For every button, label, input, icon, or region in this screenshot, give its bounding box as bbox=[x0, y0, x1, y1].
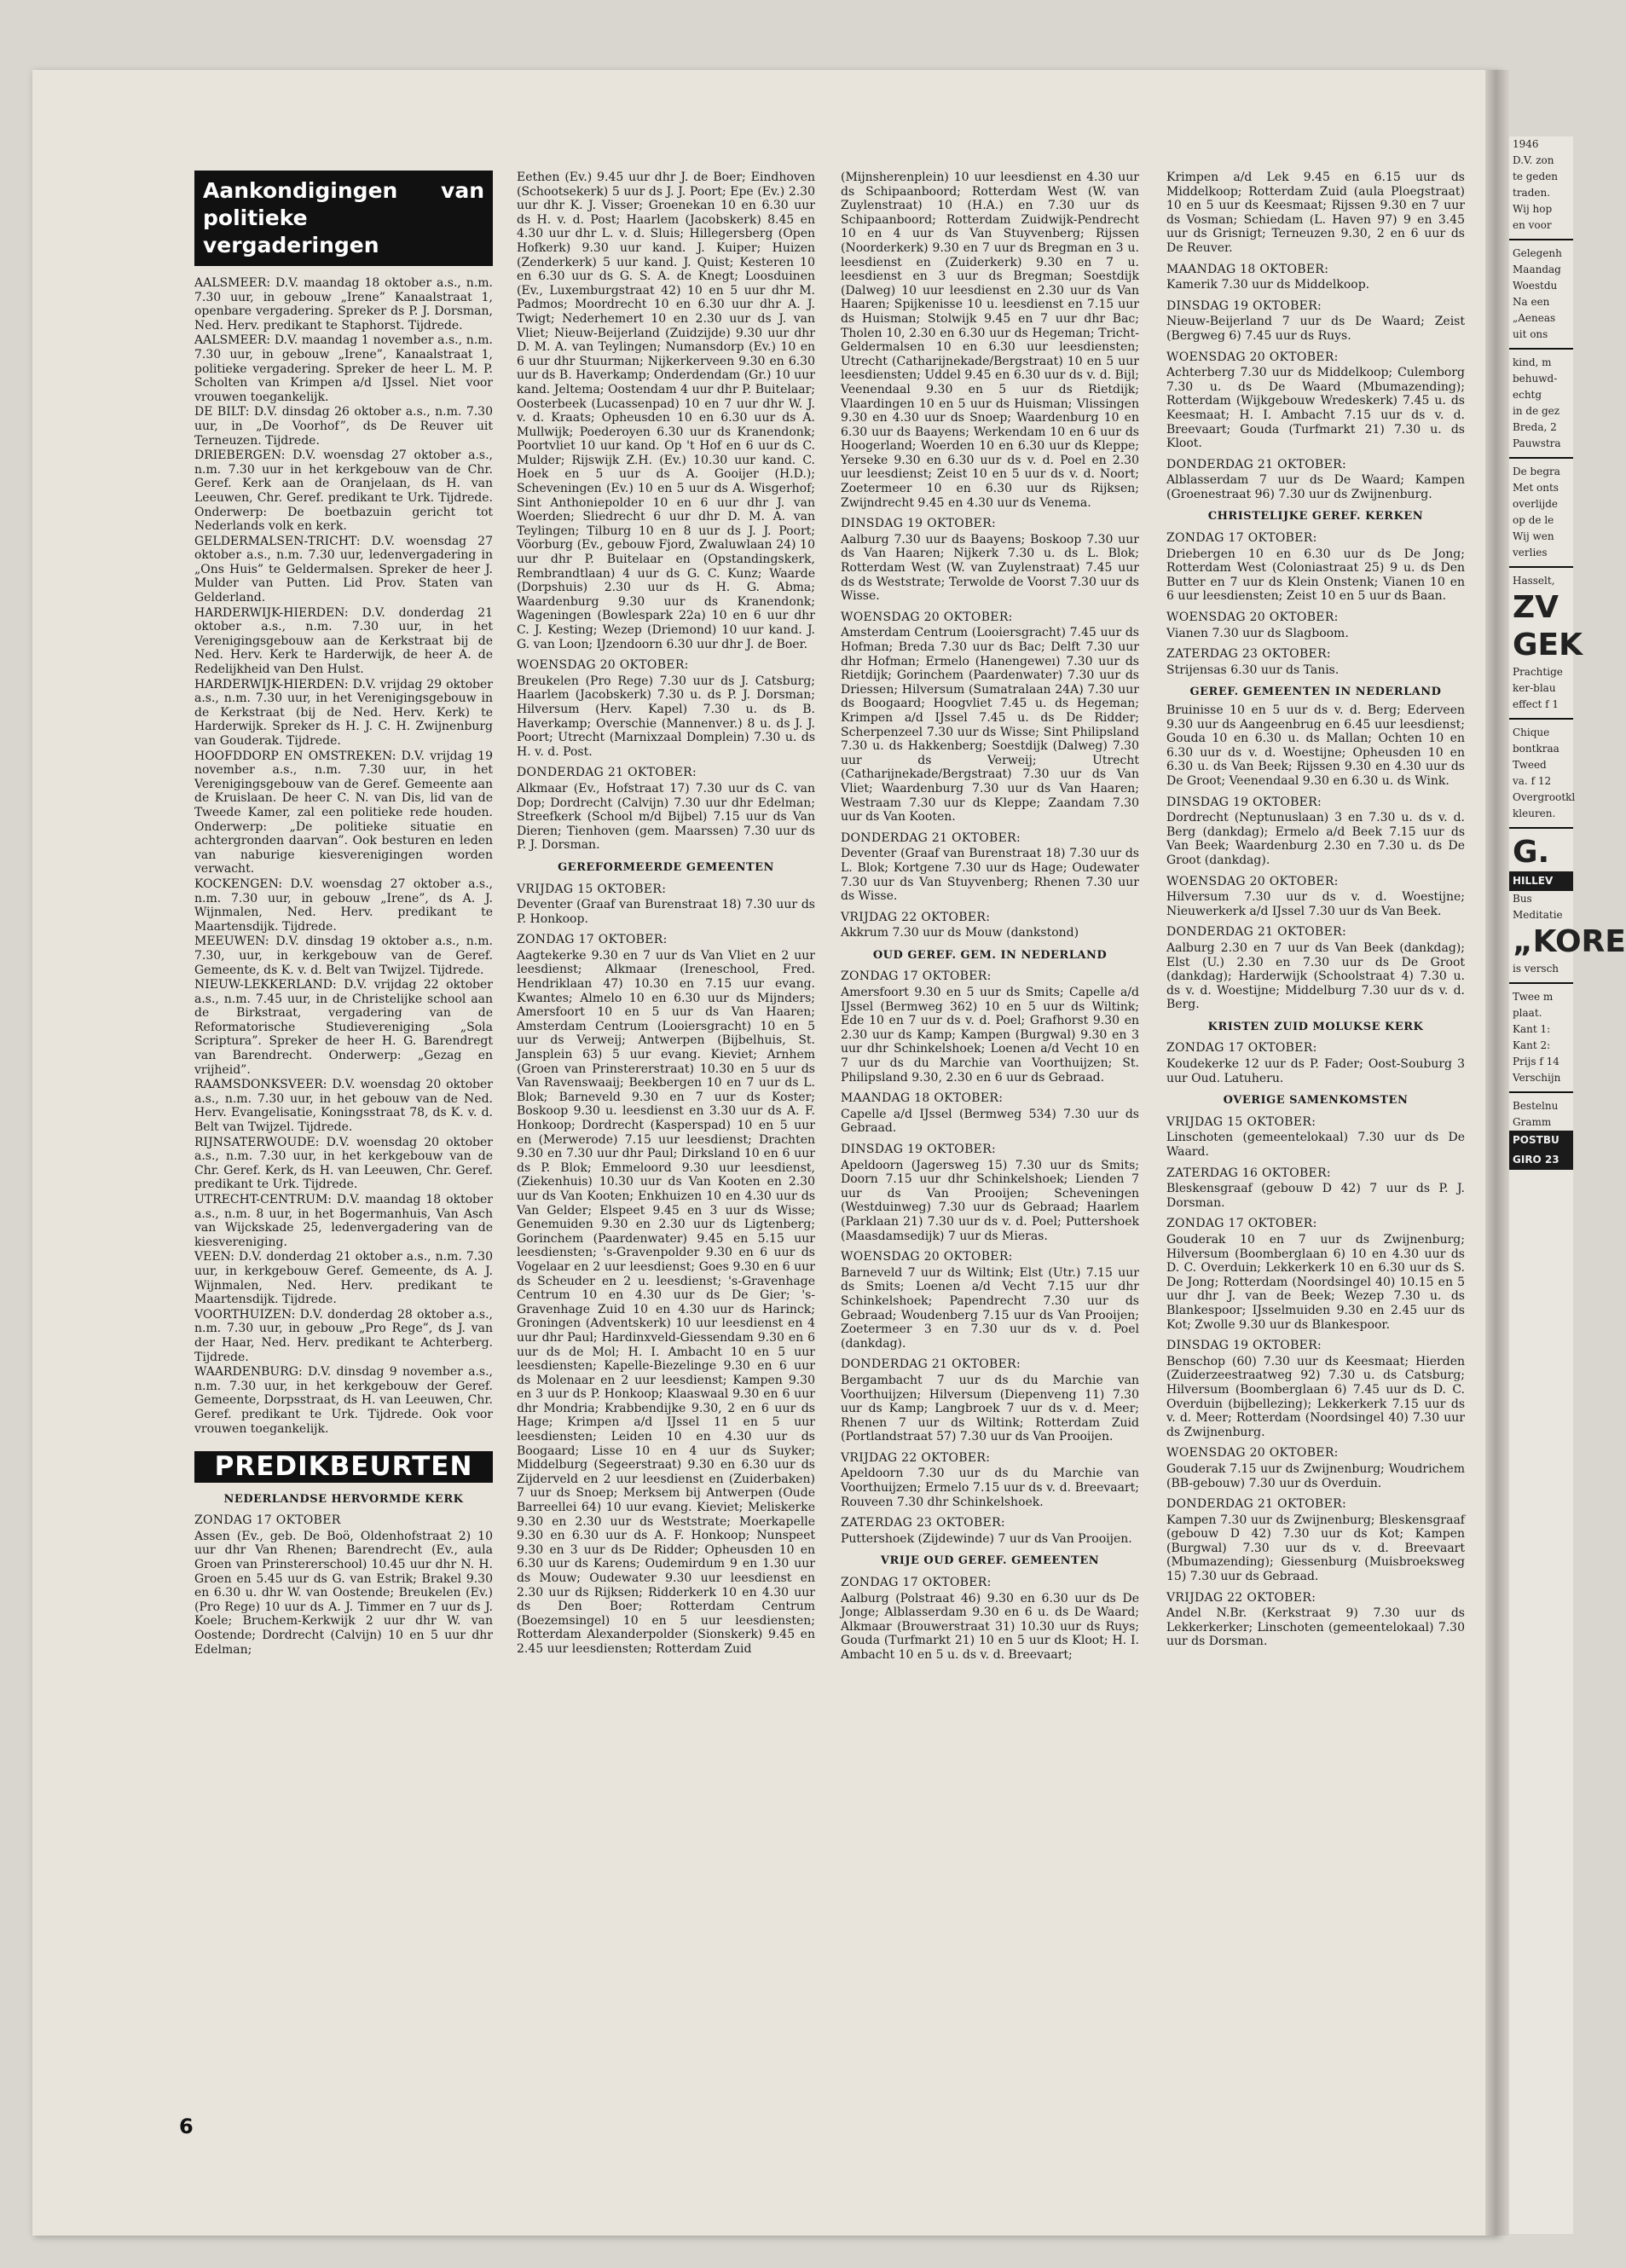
sermon-listing: Capelle a/d IJssel (Bermweg 534) 7.30 uur ds Gebraad. bbox=[841, 1107, 1139, 1136]
day-heading: DONDERDAG 21 OKTOBER: bbox=[841, 1357, 1021, 1372]
adjacent-page-text: verlies bbox=[1513, 547, 1548, 558]
adjacent-page-text: Prachtige bbox=[1513, 666, 1563, 678]
day-heading: VRIJDAG 15 OKTOBER: bbox=[517, 882, 667, 896]
meeting-announcement: WAARDENBURG: D.V. dinsdag 9 november a.s., n.m. 7.30 uur, in het kerkgebouw der Geref. Gemeente, Dorpsstraat, ds H. van Leeuwen, Chr. Geref. predikant te Urk. Tijdrede. Ook voor vrouwen toegankelijk. bbox=[194, 1365, 493, 1436]
sermon-listing: Vianen 7.30 uur ds Slagboom. bbox=[1166, 626, 1349, 640]
adjacent-page-text: overlijde bbox=[1513, 498, 1559, 510]
meeting-announcement: DE BILT: D.V. dinsdag 26 oktober a.s., n.m. 7.30 uur, in „De Voorhof”, ds De Reuver uit Terneuzen. Tijdrede. bbox=[194, 405, 493, 448]
day-heading: WOENSDAG 20 OKTOBER: bbox=[841, 610, 1013, 624]
adjacent-page-text: Chique bbox=[1513, 726, 1550, 738]
sermon-listing: Alkmaar (Ev., Hofstraat 17) 7.30 uur ds C. van Dop; Dordrecht (Calvijn) 7.30 uur dhr Edelman; Streefkerk (School m/d Bijbel) 7.15 uur ds Van Dieren; Tienhoven (gem. Maarssen) 7.30 uur ds P. J. Dorsman. bbox=[517, 781, 815, 853]
meeting-announcement: RAAMSDONKSVEER: D.V. woensdag 20 oktober a.s., n.m. 7.30 uur, in het gebouw van de Ned. Herv. Evangelisatie, Koningsstraat 78, ds K. v. d. Belt van Twijzel. Tijdrede. bbox=[194, 1078, 493, 1135]
adjacent-page-text: Wij hop bbox=[1513, 203, 1553, 215]
adjacent-page-text: traden. bbox=[1513, 187, 1551, 199]
day-heading: ZONDAG 17 OKTOBER: bbox=[1166, 531, 1317, 546]
meeting-announcement: HARDERWIJK-HIERDEN: D.V. donderdag 21 oktober a.s., n.m. 7.30 uur, in het Verenigingsgebouw aan de Kerkstraat bij de Ned. Herv. Kerk te Harderwijk, de heer A. de Redelijkheid van Den Hulst. bbox=[194, 605, 493, 677]
adjacent-page-text: Tweed bbox=[1513, 759, 1547, 771]
meeting-announcement: GELDERMALSEN-TRICHT: D.V. woensdag 27 oktober a.s., n.m. 7.30 uur, ledenvergadering in „Ons Huis” te Geldermalsen. Spreker de heer J. Mulder van Putten. Lid Prov. Staten van Gelderland. bbox=[194, 534, 493, 605]
day-heading: ZONDAG 17 OKTOBER: bbox=[517, 933, 668, 947]
adjacent-page-text: Kant 2: bbox=[1513, 1039, 1551, 1051]
section-heading: OVERIGE SAMENKOMSTEN bbox=[1223, 1094, 1409, 1108]
day-heading: WOENSDAG 20 OKTOBER: bbox=[1166, 874, 1339, 888]
section-heading: OUD GEREF. GEM. IN NEDERLAND bbox=[872, 948, 1108, 962]
rule-divider bbox=[1509, 457, 1573, 459]
day-heading: DONDERDAG 21 OKTOBER: bbox=[517, 766, 697, 780]
adjacent-page-text: echtg bbox=[1513, 389, 1542, 401]
adjacent-page-text: Breda, 2 bbox=[1513, 421, 1557, 433]
adjacent-page-text: behuwd- bbox=[1513, 373, 1558, 385]
day-heading: DONDERDAG 21 OKTOBER: bbox=[841, 830, 1021, 845]
sermon-listing: Kampen 7.30 uur ds Zwijnenburg; Bleskensgraaf (gebouw D 42) 7.30 uur ds Kot; Kampen (Burgwal) 7.30 uur ds v. d. Breevaart (Mbumazending); Giessenburg (Muisbroeksweg 15) 7.30 uur ds Gebraad. bbox=[1166, 1513, 1465, 1584]
day-heading: VRIJDAG 15 OKTOBER: bbox=[1166, 1114, 1316, 1129]
section-heading: GEREFORMEERDE GEMEENTEN bbox=[558, 860, 774, 874]
meetings-list bbox=[194, 276, 493, 1436]
day-heading: DINSDAG 19 OKTOBER: bbox=[1166, 795, 1322, 809]
day-heading: WOENSDAG 20 OKTOBER: bbox=[1166, 350, 1339, 364]
adjacent-page-text: Hasselt, bbox=[1513, 575, 1555, 587]
adjacent-page-text: HILLEV bbox=[1509, 871, 1573, 891]
day-heading: WOENSDAG 20 OKTOBER: bbox=[841, 1250, 1013, 1264]
page-gutter bbox=[1485, 70, 1509, 2236]
adjacent-page-text: Kant 1: bbox=[1513, 1023, 1551, 1035]
adjacent-page-text: effect f 1 bbox=[1513, 698, 1559, 710]
meeting-announcement: AALSMEER: D.V. maandag 1 november a.s., n.m. 7.30 uur, in gebouw „Irene”, Kanaalstraat 1, politieke vergadering. Spreker de heer L. M. P. Scholten van Krimpen a/d IJssel. Niet voor vrouwen toegankelijk. bbox=[194, 333, 493, 404]
adjacent-page-text: ker-blau bbox=[1513, 682, 1556, 694]
sermon-listing: Aagtekerke 9.30 en 7 uur ds Van Vliet en 2 uur leesdienst; Alkmaar (Ireneschool, Fred. Hendriklaan 47) 10.30 en 7.15 uur evang. Kwantes; Almelo 10 en 6.30 uur ds Mijnders; Amersfoort 10 en 5 uur ds Van Haaren; Amsterdam Centrum (Looiersgracht) 10 en 5 uur ds Verweij; Antwerpen (Bijbelhuis, St. Jansplein 63) 5 uur evang. Kieviet; Arnhem (Groen van Prinstererstraat) 10.30 en 5 uur ds Van Ravenswaaij; Beekbergen 10 en 7 uur ds L. Blok; Barneveld 9.30 en 7 uur ds Koster; Boskoop 9.30 u. leesdienst en 3.30 uur ds A. F. Honkoop; Dordrecht (Kasperspad) 10 en 5 uur en (Merwerode) 7.15 uur leesdienst; Drachten 9.30 en 7.30 uur dhr Paul; Dirksland 10 en 6 uur ds P. Blok; Emmeloord 9.30 uur leesdienst, (Ziekenhuis) 10.30 uur ds Van Kooten en 2.30 uur ds Van Kooten; Enkhuizen 10 en 4.30 uur ds Van Gelder; Elspeet 9.45 en 3 uur ds Wisse; Genemuiden 9.30 en 2.30 uur ds Ligtenberg; Gorinchem (Paardenwater) 9.45 en 5.15 uur leesdiensten; 's-Gravenpolder 9.30 en 6 uur ds Vogelaar en 2 uur leesdienst; Goes 9.30 en 6 uur ds Scheuder en 2 u. leesdienst; 's-Gravenhage Centrum 10 en 4.30 uur ds De Gier; 's-Gravenhage Zuid 10 en 4.30 uur ds Harinck; Groningen (Adventskerk) 10 uur leesdienst en 4 uur dhr Paul; Hardinxveld-Giessendam 9.30 en 6 uur ds de Mol; H. I. Ambacht 10 en 5 uur leesdiensten; Kapelle-Biezelinge 9.30 en 6 uur ds Molenaar en 2 uur leesdienst; Kampen 9.30 en 3 uur ds P. Honkoop; Klaaswaal 9.30 en 6 uur dhr Mondria; Krabbendijke 9.30, 2 en 6 uur ds Hage; Krimpen a/d IJssel 11 en 5 uur leesdiensten; Leiden 10 en 4.30 uur ds Boogaard; Lisse 10 en 4 uur ds Suyker; Middelburg (Segeerstraat) 9.30 en 6.30 uur ds Zijderveld en 2 uur leesdienst en (Zuiderbaken) 7 uur ds Snoep; Merksem bij Antwerpen (Oude Barreellei 64) 10 uur evang. Kieviet; Meliskerke 9.30 en 2.30 uur ds Weststrate; Moerkapelle 9.30 en 6.30 uur ds A. F. Honkoop; Nunspeet 9.30 en 3 uur ds De Ridder; Opheusden 10 en 6.30 uur ds Karens; Oudemirdum 9 en 1.30 uur ds Mouw; Oudewater 9.30 uur leesdienst en 2.30 uur ds Rijksen; Ridderkerk 10 en 4.30 uur ds Den Boer; Rotterdam Centrum (Boezemsingel) 10 en 5 uur leesdiensten; Rotterdam Alexanderpolder (Sionskerk) 9.45 en 2.45 uur leesdiensten; Rotterdam Zuid bbox=[517, 948, 815, 1656]
column-4 bbox=[1166, 171, 1465, 1650]
adjacent-page-text: Maandag bbox=[1513, 263, 1561, 275]
day-heading: WOENSDAG 20 OKTOBER: bbox=[1166, 610, 1339, 625]
rule-divider bbox=[1509, 827, 1573, 829]
day-heading: DONDERDAG 21 OKTOBER: bbox=[1166, 1497, 1346, 1512]
sermon-listing: Kamerik 7.30 uur ds Middelkoop. bbox=[1166, 278, 1370, 292]
adjacent-page-text: Meditatie bbox=[1513, 909, 1563, 921]
adjacent-page-text: uit ons bbox=[1513, 328, 1548, 340]
day-heading: VRIJDAG 22 OKTOBER: bbox=[841, 910, 991, 924]
adjacent-page-text: is versch bbox=[1513, 963, 1559, 975]
sermon-listing: Aalburg 7.30 uur ds Baayens; Boskoop 7.30 uur ds Van Haaren; Nijkerk 7.30 u. ds L. Blok; Rotterdam West (W. van Zuylenstraat) 7.45 uur ds ds Weststrate; Terwolde de Voorst 7.30 uur ds Wisse. bbox=[841, 532, 1139, 604]
adjacent-page-text: Pauwstra bbox=[1513, 437, 1561, 449]
sermon-listing: Aalburg (Polstraat 46) 9.30 en 6.30 uur ds De Jonge; Alblasserdam 9.30 en 6 u. ds De Waard; Alkmaar (Brouwerstraat 31) 10.30 uur ds Ruys; Gouda (Turfmarkt 21) 10 en 5 uur ds Kloot; H. I. Ambacht 10 en 5 u. ds v. d. Breevaart; bbox=[841, 1591, 1139, 1662]
page-number: 6 bbox=[179, 2115, 194, 2138]
adjacent-page-text: Twee m bbox=[1513, 991, 1554, 1003]
meeting-announcement: HARDERWIJK-HIERDEN: D.V. vrijdag 29 oktober a.s., n.m. 7.30 uur, in het Verenigingsgebouw in de Kerkstraat (bij de Ned. Herv. Kerk) te Harderwijk. Spreker ds H. J. C. H. Zwijnenburg van Gouderak. Tijdrede. bbox=[194, 677, 493, 748]
sermon-listing: Driebergen 10 en 6.30 uur ds De Jong; Rotterdam West (Coloniastraat 25) 9 u. ds Den Butter en 7 uur ds Klein Onstenk; Vianen 10 en 6 uur leesdiensten; Zeist 10 en 5 uur ds Baan. bbox=[1166, 547, 1465, 604]
sermon-listing: Strijensas 6.30 uur ds Tanis. bbox=[1166, 662, 1340, 677]
rule-divider bbox=[1509, 239, 1573, 240]
adjacent-page-text: Met onts bbox=[1513, 482, 1559, 494]
adjacent-page-text: bontkraa bbox=[1513, 743, 1559, 755]
column-3 bbox=[841, 171, 1139, 1663]
day-heading: ZONDAG 17 OKTOBER: bbox=[841, 969, 992, 984]
meeting-announcement: HOOFDDORP EN OMSTREKEN: D.V. vrijdag 19 november a.s., n.m. 7.30 uur, in het Verenigingsgebouw van de Geref. Gemeente aan de Kruislaan. De heer C. N. van Dis, lid van de Tweede Kamer, zal een politieke rede houden. Onderwerp: „De politieke situatie en achtergronden daarvan”. Ook besturen en leden van naburige kiesverenigingen worden verwacht. bbox=[194, 749, 493, 877]
sermon-listing: Gouderak 7.15 uur ds Zwijnenburg; Woudrichem (BB-gebouw) 7.30 uur ds Overduin. bbox=[1166, 1461, 1465, 1490]
day-heading: DONDERDAG 21 OKTOBER: bbox=[1166, 925, 1346, 940]
sermon-listing: Deventer (Graaf van Burenstraat 18) 7.30 uur ds L. Blok; Kortgene 7.30 uur ds Hage; Oudewater 7.30 uur ds Van Stuyvenberg; Rhenen 7.30 uur ds Wisse. bbox=[841, 847, 1139, 904]
meeting-announcement: UTRECHT-CENTRUM: D.V. maandag 18 oktober a.s., n.m. 8 uur, in het Bogermanhuis, Van Asch van Wijckskade 25, ledenvergadering van de kiesvereniging. bbox=[194, 1193, 493, 1249]
adjacent-page-text: kind, m bbox=[1513, 356, 1552, 368]
sermon-listing: Apeldoorn (Jagersweg 15) 7.30 uur ds Smits; Doorn 7.15 uur dhr Schinkelshoek; Lienden 7 uur ds Van Prooijen; Scheveningen (Westduinweg) 7.30 uur ds Gebraad; Haarlem (Parklaan 21) 7.30 uur ds v. d. Poel; Puttershoek (Maasdamsedijk) 7 uur ds Mieras. bbox=[841, 1158, 1139, 1243]
sermon-listing: Krimpen a/d Lek 9.45 en 6.15 uur ds Middelkoop; Rotterdam Zuid (aula Ploegstraat) 10 en 5 uur ds Keesmaat; Rijssen 9.30 en 7 uur ds Vosman; Schiedam (L. Haven 97) 9 en 3.45 uur ds Grisnigt; Terneuzen 9.30, 2 en 6 uur ds De Reuver. bbox=[1166, 171, 1465, 255]
rule-divider bbox=[1509, 718, 1573, 720]
meeting-announcement: RIJNSATERWOUDE: D.V. woensdag 20 oktober a.s., n.m. 7.30 uur, in het kerkgebouw van de Chr. Geref. Kerk, ds H. van Leeuwen, Chr. Geref. predikant te Urk. Tijdrede. bbox=[194, 1135, 493, 1192]
sermon-listing: Breukelen (Pro Rege) 7.30 uur ds J. Catsburg; Haarlem (Jacobskerk) 7.30 u. ds P. J. Dorsman; Hilversum (Herv. Kapel) 7.30 u. ds B. Haverkamp; Overschie (Mannenver.) 8 u. ds J. J. Poort; Utrecht (Marnixzaal Domplein) 7.30 u. ds H. v. d. Post. bbox=[517, 674, 815, 759]
sermon-listing: Dordrecht (Neptunuslaan) 3 en 7.30 u. ds v. d. Berg (dankdag); Ermelo a/d Beek 7.15 uur ds Van Beek; Waardenburg 2.30 en 7.30 u. ds De Groot (dankdag). bbox=[1166, 811, 1465, 867]
rule-divider bbox=[1509, 982, 1573, 984]
adjacent-page-text: Na een bbox=[1513, 296, 1550, 308]
adjacent-page-text: op de le bbox=[1513, 514, 1554, 526]
meeting-announcement: KOCKENGEN: D.V. woensdag 27 oktober a.s., n.m. 7.30 uur, in gebouw „Irene”, ds A. J. Wijnmalen, Ned. Herv. predikant te Maartensdijk. Tijdrede. bbox=[194, 877, 493, 934]
sermon-listing: Apeldoorn 7.30 uur ds du Marchie van Voorthuijzen; Ermelo 7.15 uur ds v. d. Breevaart; Rouveen 7.30 dhr Schinkelshoek. bbox=[841, 1467, 1139, 1509]
sermon-listing: Akkrum 7.30 uur ds Mouw (dankstond) bbox=[841, 926, 1079, 940]
day-heading: DINSDAG 19 OKTOBER: bbox=[1166, 298, 1322, 313]
day-heading: MAANDAG 18 OKTOBER: bbox=[841, 1091, 1004, 1106]
adjacent-page-text: Overgrootkl bbox=[1513, 791, 1576, 803]
adjacent-page-text: GEK bbox=[1513, 628, 1583, 662]
adjacent-page-text: va. f 12 bbox=[1513, 775, 1552, 787]
day-heading: DINSDAG 19 OKTOBER: bbox=[841, 1143, 997, 1156]
section-heading: VRIJE OUD GEREF. GEMEENTEN bbox=[880, 1554, 1100, 1568]
day-heading: DONDERDAG 21 OKTOBER: bbox=[1166, 457, 1346, 472]
sermon-listing: Bruinisse 10 en 5 uur ds v. d. Berg; Ederveen 9.30 uur ds Aangeenbrug en 6.45 uur leesdienst; Gouda 10 en 6.30 u. ds Mallan; Ochten 10 en 6.30 uur ds v. d. Woestijne; Opheusden 10 en 6.30 u. ds Van Beek; Rijssen 9.30 en 4.30 uur ds De Groot; Veenendaal 9.30 en 6.30 u. ds Wink. bbox=[1166, 703, 1465, 788]
sermons-banner: PREDIKBEURTEN bbox=[194, 1451, 493, 1483]
rule-divider bbox=[1509, 566, 1573, 568]
adjacent-page-text: „KORE bbox=[1513, 924, 1626, 959]
sermon-listing: (Mijnsherenplein) 10 uur leesdienst en 4.30 uur ds Schipaanboord; Rotterdam West (W. van Zuylenstraat) 10 (H.A.) en 7.30 uur ds Schipaanboord; Rotterdam Zuidwijk-Pendrecht 10 en 4 uur ds Van Stuyvenberg; Rijssen (Noorderkerk) 9.30 en 7 uur ds Bregman en 3 u. leesdienst en (Zuiderkerk) 9.30 en 7 u. leesdienst en 3 uur ds Bregman; Soestdijk (Dalweg) 10 uur leesdienst en 2.30 uur ds Van Haaren; Spijkenisse 10 u. leesdienst en 7.15 uur ds Huisman; Stolwijk 9.45 en 7 uur dhr Bac; Tholen 10, 2.30 en 6.30 uur ds Hegeman; Tricht-Geldermalsen 10 en 6.30 uur leesdiensten; Utrecht (Catharijnekade/Bergstraat) 10 en 5 uur leesdiensten; Uddel 9.45 en 6.30 uur ds v. d. Bijl; Veenendaal 9.30 en 5 uur ds Rietdijk; Vlaardingen 10 en 5 uur ds Huisman; Vlissingen 9.30 en 4.30 uur ds Snoep; Waardenburg 10 en 6.30 uur ds Baayens; Werkendam 10 en 6 uur ds Hoogerland; Woerden 10 en 6.30 uur ds Kleppe; Yerseke 9.30 en 6.30 uur ds v. d. Poel en 2.30 uur leesdienst; Zeist 10 en 5 uur ds v. d. Noort; Zoetermeer 10 en 6.30 uur ds Rijksen; Zwijndrecht 9.45 en 4.30 uur ds Venema. bbox=[841, 171, 1139, 510]
day-heading: WOENSDAG 20 OKTOBER: bbox=[517, 658, 689, 673]
section-heading: GEREF. GEMEENTEN IN NEDERLAND bbox=[1189, 686, 1442, 699]
adjacent-page-text: Verschijn bbox=[1513, 1072, 1561, 1084]
day-heading: ZATERDAG 23 OKTOBER: bbox=[841, 1516, 1005, 1530]
day-heading: MAANDAG 18 OKTOBER: bbox=[1166, 262, 1329, 276]
sermon-listing: Bergambacht 7 uur ds du Marchie van Voorthuijzen; Hilversum (Diepenveng 11) 7.30 uur ds Kamp; Langbroek 7 uur ds v. d. Meer; Rhenen 7 uur ds Wiltink; Rotterdam Zuid (Portlandstraat 57) 7.30 uur ds Van Prooijen. bbox=[841, 1373, 1139, 1444]
sermon-listing: Deventer (Graaf van Burenstraat 18) 7.30 uur ds P. Honkoop. bbox=[517, 898, 815, 926]
rule-divider bbox=[1509, 348, 1573, 350]
meetings-banner: Aankondigingen van politieke vergaderingen bbox=[194, 171, 493, 266]
sermon-listing: Koudekerke 12 uur ds P. Fader; Oost-Souburg 3 uur Oud. Latuheru. bbox=[1166, 1057, 1465, 1085]
adjacent-page-text: „Aeneas bbox=[1513, 312, 1556, 324]
adjacent-page-text: Wij wen bbox=[1513, 530, 1554, 542]
sermon-listing: Alblasserdam 7 uur ds De Waard; Kampen (Groenestraat 96) 7.30 uur ds Zwijnenburg. bbox=[1166, 473, 1465, 501]
adjacent-page-text: POSTBU bbox=[1509, 1131, 1573, 1150]
column-1 bbox=[194, 171, 493, 1658]
adjacent-page-text: Gramm bbox=[1513, 1116, 1552, 1128]
adjacent-page-text: Prijs f 14 bbox=[1513, 1056, 1559, 1067]
day-heading: DINSDAG 19 OKTOBER: bbox=[841, 517, 997, 531]
rule-divider bbox=[1509, 1091, 1573, 1093]
adjacent-page-text: 1946 bbox=[1513, 138, 1539, 150]
meeting-announcement: VEEN: D.V. donderdag 21 oktober a.s., n.m. 7.30 uur, in kerkgebouw Geref. Gemeente, ds A. J. Wijnmalen, Ned. Herv. predikant te Maartensdijk. Tijdrede. bbox=[194, 1250, 493, 1307]
adjacent-page-text: kleuren. bbox=[1513, 807, 1556, 819]
sermon-listing: Assen (Ev., geb. De Boö, Oldenhofstraat 2) 10 uur dhr Van Rhenen; Barendrecht (Ev., aula Groen van Prinstererschool) 10.45 uur dhr N. H. Groen en 5.45 uur ds G. van Estrik; Brakel 9.30 en 6.30 u. dhr W. van Oostende; Breukelen (Ev.) (Pro Rege) 10 uur ds A. J. Timmer en 7 uur ds J. Koele; Bruchem-Kerkwijk 2 uur dhr W. van Oostende; Dordrecht (Calvijn) 10 en 5 uur dhr Edelman; bbox=[194, 1529, 493, 1657]
meeting-announcement: MEEUWEN: D.V. dinsdag 19 oktober a.s., n.m. 7.30, uur, in kerkgebouw van de Geref. Gemeente, ds K. v. d. Belt van Twijzel. Tijdrede. bbox=[194, 934, 493, 977]
adjacent-page-fragment bbox=[1509, 136, 1626, 2234]
adjacent-page-text: GIRO 23 bbox=[1509, 1150, 1573, 1170]
sermon-listing: Hilversum 7.30 uur ds v. d. Woestijne; Nieuwerkerk a/d IJssel 7.30 uur ds Van Beek. bbox=[1166, 890, 1465, 918]
section-heading: NEDERLANDSE HERVORMDE KERK bbox=[223, 1492, 464, 1506]
day-heading: ZONDAG 17 OKTOBER: bbox=[1166, 1041, 1317, 1056]
sermon-listing: Aalburg 2.30 en 7 uur ds Van Beek (dankdag); Elst (U.) 2.30 en 7.30 uur ds De Groot (dankdag); Harderwijk (Schoolstraat 4) 7.30 u. ds v. d. Woestijne; Middelburg 7.30 uur ds v. d. Berg. bbox=[1166, 940, 1465, 1012]
sermon-listing: Bleskensgraaf (gebouw D 42) 7 uur ds P. J. Dorsman. bbox=[1166, 1182, 1465, 1210]
day-heading: ZATERDAG 16 OKTOBER: bbox=[1166, 1166, 1331, 1180]
adjacent-page-text: en voor bbox=[1513, 219, 1552, 231]
sermon-listing: Puttershoek (Zijdewinde) 7 uur ds Van Prooijen. bbox=[841, 1531, 1132, 1546]
adjacent-page-text: Woestdu bbox=[1513, 280, 1558, 292]
adjacent-page-text: plaat. bbox=[1513, 1007, 1542, 1019]
adjacent-page-text: G. bbox=[1513, 835, 1550, 870]
sermon-listing: Eethen (Ev.) 9.45 uur dhr J. de Boer; Eindhoven (Schootsekerk) 5 uur ds J. J. Poort; Epe (Ev.) 2.30 uur dhr K. J. Visser; Groenekan 10 en 6.30 uur ds H. v. d. Post; Haarlem (Jacobskerk) 8.45 en 4.30 uur dhr L. v. d. Sluis; Hillegersberg (Open Hofkerk) 9.30 uur kand. J. Kuiper; Huizen (Zenderkerk) 5 uur kand. J. Quist; Kesteren 10 en 6.30 uur ds G. S. A. de Knegt; Loosduinen (Ev., Luxemburgstraat 42) 10 en 5 uur dhr M. Padmos; Moordrecht 10 en 6.30 uur dhr A. J. Twigt; Nederhemert 10 en 2.30 uur ds J. van Vliet; Nieuw-Beijerland (Zuidzijde) 9.30 uur dhr D. M. A. van Teylingen; Numansdorp (Ev.) 10 en 6 uur dhr Stuurman; Nijkerkerveen 9.30 en 6.30 uur ds B. Haverkamp; Onderdendam (Gr.) 10 uur kand. Jeltema; Oostendam 4 uur dhr P. Buitelaar; Oosterbeek (Lucassenpad) 10 en 7 uur dhr W. J. v. d. Kraats; Opheusden 10 en 6.30 uur ds A. Mullwijk; Poederoyen 6.30 uur ds Kranendonk; Poortvliet 10 uur kand. Op 't Hof en 6 uur ds C. Mulder; Rijswijk Z.H. (Ev.) 10.30 uur kand. C. Hoek en 5 uur ds A. Gooijer (H.D.); Scheveningen (Ev.) 10 en 5 uur ds A. Wisgerhof; Sint Anthoniepolder 10 en 6 uur dhr J. van Woerden; Sliedrecht 6 uur dhr D. M. A. van Teylingen; Tilburg 10 en 8 uur ds J. J. Poort; Vöorburg (Ev., gebouw Fjord, Zwaluwlaan 24) 10 uur dhr P. Buitelaar en (Opstandingskerk, Rembrandtlaan) 4 uur ds G. C. Kunz; Waarde (Dorpshuis) 2.30 uur ds H. G. Abma; Waardenburg 9.30 uur ds Kranendonk; Wageningen (Bowlespark 22a) 10 en 6 uur dhr C. J. Kesting; Wezep (Driemond) 10 uur kand. J. G. van Loon; IJzendoorn 6.30 uur dhr J. de Boer. bbox=[517, 171, 815, 651]
adjacent-page-text: in de gez bbox=[1513, 405, 1560, 417]
sermon-listing: Nieuw-Beijerland 7 uur ds De Waard; Zeist (Bergweg 6) 7.45 uur ds Ruys. bbox=[1166, 315, 1465, 343]
day-heading: WOENSDAG 20 OKTOBER: bbox=[1166, 1446, 1339, 1461]
sermon-listing: Amsterdam Centrum (Looiersgracht) 7.45 uur ds Hofman; Breda 7.30 uur ds Bac; Delft 7.30 uur dhr Hofman; Ermelo (Hanengeweı) 7.30 uur ds Rietdijk; Gorinchem (Paardenwater) 7.30 uur ds Driessen; Hilversum (Sumatralaan 24A) 7.30 uur ds Boogaard; Hoogvliet 7.45 u. ds Hegeman; Krimpen a/d IJssel 7.45 u. ds De Ridder; Scherpenzeel 7.30 uur ds Wisse; Sint Philipsland 7.30 u. ds Hakkenberg; Soestdijk (Dalweg) 7.30 uur ds Verweij; Utrecht (Catharijnekade/Bergstraat) 7.30 uur ds Van Vliet; Waardenburg 7.30 uur ds Van Haaren; Westraam 7.30 uur ds Kleppe; Zaandam 7.30 uur ds Van Kooten. bbox=[841, 626, 1139, 824]
meeting-announcement: AALSMEER: D.V. maandag 18 oktober a.s., n.m. 7.30 uur, in gebouw „Irene” Kanaalstraat 1, openbare vergadering. Spreker ds P. J. Dorsman, Ned. Herv. predikant te Staphorst. Tijdrede. bbox=[194, 276, 493, 333]
day-heading: ZONDAG 17 OKTOBER: bbox=[841, 1576, 992, 1590]
adjacent-page-text: D.V. zon bbox=[1513, 154, 1554, 166]
day-heading: ZONDAG 17 OKTOBER bbox=[194, 1513, 341, 1528]
sermon-listing: Barneveld 7 uur ds Wiltink; Elst (Utr.) 7.15 uur ds Smits; Loenen a/d Vecht 7.15 uur dhr Schinkelshoek; Papendrecht 7.30 uur ds Gebraad; Woudenberg 7.15 uur ds Van Prooijen; Zoetermeer 3 en 7.30 uur ds v. d. Poel (dankdag). bbox=[841, 1265, 1139, 1351]
sermon-listing: Andel N.Br. (Kerkstraat 9) 7.30 uur ds Lekkerkerker; Linschoten (gemeentelokaal) 7.30 uur ds Dorsman. bbox=[1166, 1606, 1465, 1649]
column-2 bbox=[517, 171, 815, 1658]
adjacent-page-text: Bestelnu bbox=[1513, 1100, 1559, 1112]
sermon-listing: Achterberg 7.30 uur ds Middelkoop; Culemborg 7.30 u. ds De Waard (Mbumazending); Rotterdam (Wijkgebouw Wredeskerk) 7.45 u. ds Keesmaat; H. I. Ambacht 7.15 uur ds v. d. Breevaart; Gouda (Turfmarkt 21) 7.30 u. ds Kloot. bbox=[1166, 366, 1465, 451]
sermon-listing: Gouderak 10 en 7 uur ds Zwijnenburg; Hilversum (Boomberglaan 6) 10 en 4.30 uur ds D. C. Overduin; Lekkerkerk 10 en 6.30 uur ds S. De Jong; Rotterdam (Noordsingel 40) 10.15 en 5 uur dhr J. van de Beek; Wezep 7.30 u. ds Blankespoor; IJsselmuiden 9.30 en 2.45 uur ds Kot; Zwolle 9.30 uur ds Blankespoor. bbox=[1166, 1233, 1465, 1332]
day-heading: DINSDAG 19 OKTOBER: bbox=[1166, 1339, 1322, 1353]
adjacent-page-text: Bus bbox=[1513, 893, 1532, 905]
section-heading: KRISTEN ZUID MOLUKSE KERK bbox=[1207, 1020, 1424, 1033]
adjacent-page-text: te geden bbox=[1513, 171, 1559, 182]
meeting-announcement: DRIEBERGEN: D.V. woensdag 27 oktober a.s., n.m. 7.30 uur in het kerkgebouw van de Chr. Geref. Kerk aan de Oranjelaan, ds H. van Leeuwen, Chr. Geref. predikant te Urk. Tijdrede. Onderwerp: De boetbazuin gericht tot Nederlands volk en kerk. bbox=[194, 448, 493, 534]
adjacent-page-text: ZV bbox=[1513, 590, 1559, 625]
day-heading: ZATERDAG 23 OKTOBER: bbox=[1166, 647, 1331, 662]
day-heading: ZONDAG 17 OKTOBER: bbox=[1166, 1217, 1317, 1231]
sermon-listing: Amersfoort 9.30 en 5 uur ds Smits; Capelle a/d IJssel (Bermweg 362) 10 en 5 uur ds Wiltink; Ede 10 en 7 uur ds v. d. Poel; Grafhorst 9.30 en 2.30 uur ds Kamp; Kampen (Burgwal) 9.30 en 3 uur dhr Schinkelshoek; Loenen a/d Vecht 10 en 7 uur ds du Marchie van Voorthuijzen; St. Philipsland 9.30, 2.30 en 6 uur ds Gebraad. bbox=[841, 986, 1139, 1085]
meeting-announcement: NIEUW-LEKKERLAND: D.V. vrijdag 22 oktober a.s., n.m. 7.45 uur, in de Christelijke school aan de Birkstraat, vergadering van de Reformatorische Studievereniging „Sola Scriptura”. Spreker de heer H. G. Barendregt van Barendrecht. Onderwerp: „Gezag en vrijheid”. bbox=[194, 978, 493, 1077]
sermon-listing: Linschoten (gemeentelokaal) 7.30 uur ds De Waard. bbox=[1166, 1131, 1465, 1160]
day-heading: VRIJDAG 22 OKTOBER: bbox=[1166, 1590, 1316, 1605]
adjacent-page-text: Gelegenh bbox=[1513, 247, 1562, 259]
section-heading: CHRISTELIJKE GEREF. KERKEN bbox=[1207, 510, 1424, 524]
meeting-announcement: VOORTHUIZEN: D.V. donderdag 28 oktober a.s., n.m. 7.30 uur, in gebouw „Pro Rege”, ds J. van der Haar, Ned. Herv. predikant te Achterberg. Tijdrede. bbox=[194, 1307, 493, 1364]
sermon-listing: Benschop (60) 7.30 uur ds Keesmaat; Hierden (Zuiderzeestraatweg 92) 7.30 u. ds Catsburg; Hilversum (Boomberglaan 6) 7.45 uur ds D. C. Overduin (bijbellezing); Lekkerkerk 7.15 uur ds v. d. Meer; Rotterdam (Noordsingel 40) 7.30 uur ds Zwijnenburg. bbox=[1166, 1354, 1465, 1439]
adjacent-page-text: De begra bbox=[1513, 466, 1560, 477]
day-heading: VRIJDAG 22 OKTOBER: bbox=[841, 1450, 991, 1465]
